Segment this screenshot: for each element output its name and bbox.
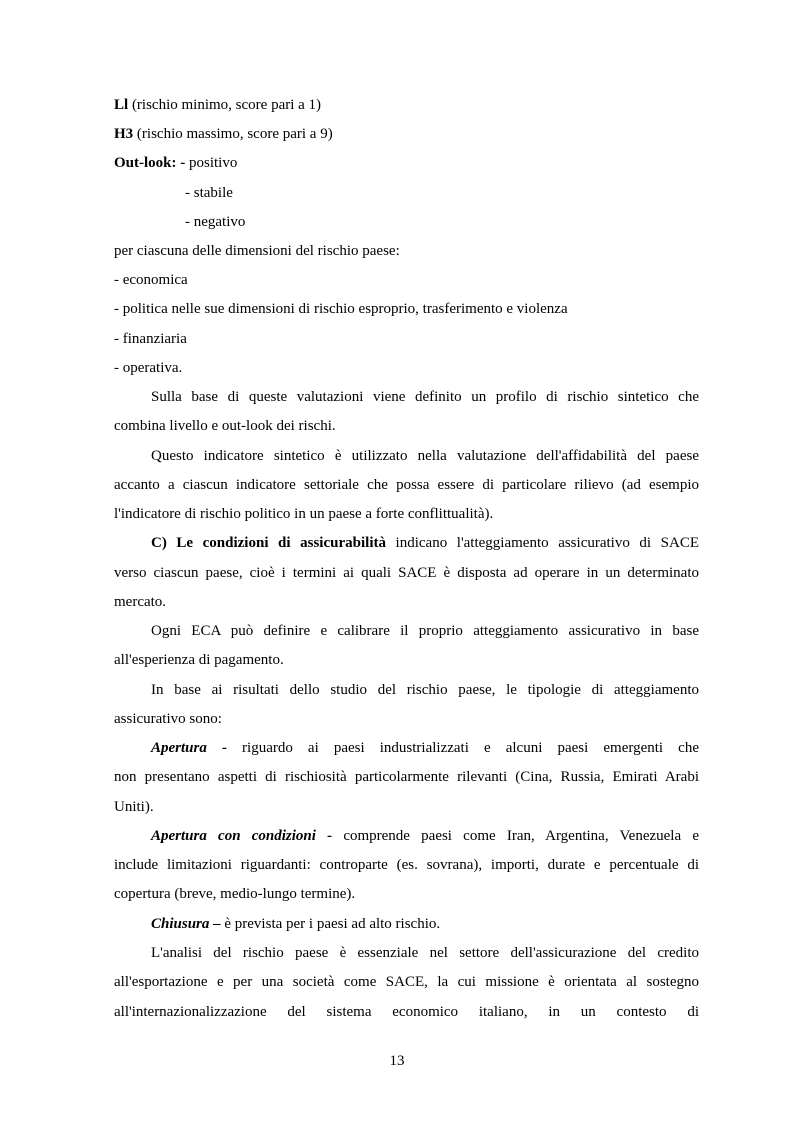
rating-h3-label: H3 [114,126,134,142]
paragraph-line: all'esperienza di pagamento. [114,652,284,668]
paragraph-line: non presentano aspetti di rischiosità particolarmente rilevanti (Cina, Russia, Emirati Arabi [114,769,699,785]
paragraph-line: accanto a ciascun indicatore settoriale che possa essere di particolare rilievo (ad esempio [114,477,699,493]
outlook-item: - stabile [185,185,233,201]
paragraph-line: verso ciascun paese, cioè i termini ai quali SACE è disposta ad operare in un determinato [114,565,699,581]
paragraph-line [151,914,440,934]
outlook-line [114,153,237,173]
dimension-item: - operativa. [114,360,183,376]
paragraph-line [114,826,699,846]
rating-l1-text: (rischio minimo, score pari a 1) [128,97,322,113]
paragraph-line: all'esportazione e per una società come SACE, la cui missione è orientata al sostegno [114,974,699,990]
paragraph-line: assicurativo sono: [114,711,222,727]
paragraph-line: copertura (breve, medio-lungo termine). [114,886,356,902]
paragraph-line: include limitazioni riguardanti: controparte (es. sovrana), importi, durate e percentuale di [114,857,699,873]
paragraph-heading: Apertura - [151,740,227,756]
dimension-item: - politica nelle sue dimensioni di rischio esproprio, trasferimento e violenza [114,301,568,317]
paragraph-line: all'internazionalizzazione del sistema economico italiano, in un contesto di [114,1004,699,1020]
rating-h3-line [114,124,333,144]
paragraph-text: indicano l'atteggiamento assicurativo di SACE [385,535,699,551]
outlook-label: Out-look: - [114,155,186,171]
paragraph-line: L'analisi del rischio paese è essenziale nel settore dell'assicurazione del credito [151,945,699,961]
rating-l1-label: Ll [114,97,129,113]
paragraph-text: riguardo ai paesi industrializzati e alcuni paesi emergenti che [226,740,699,756]
paragraph-line: combina livello e out-look dei rischi. [114,418,336,434]
paragraph-heading: Apertura con condizioni - [151,828,333,844]
paragraph-line: Ogni ECA può definire e calibrare il proprio atteggiamento assicurativo in base [151,623,699,639]
dimension-item: - finanziaria [114,331,187,347]
rating-l1-line [114,95,321,115]
paragraph-line: mercato. [114,594,167,610]
rating-h3-text: (rischio massimo, score pari a 9) [133,126,333,142]
paragraph-heading: C) Le condizioni di assicurabilità [151,535,386,551]
dimensions-intro: per ciascuna delle dimensioni del rischio paese: [114,243,400,259]
dimension-item: - economica [114,272,188,288]
paragraph-text: è prevista per i paesi ad alto rischio. [220,916,441,932]
paragraph-line [114,738,699,758]
paragraph-line: Uniti). [114,799,154,815]
paragraph-heading: Chiusura – [151,916,221,932]
paragraph-line: In base ai risultati dello studio del rischio paese, le tipologie di atteggiamento [151,682,699,698]
paragraph-line [114,533,699,553]
outlook-item: positivo [185,155,238,171]
paragraph-line: Questo indicatore sintetico è utilizzato nella valutazione dell'affidabilità del paese [151,448,699,464]
page-number: 13 [389,1053,405,1069]
outlook-item: - negativo [185,214,246,230]
paragraph-text: comprende paesi come Iran, Argentina, Venezuela e [332,828,699,844]
paragraph-line: l'indicatore di rischio politico in un paese a forte conflittualità). [114,506,494,522]
paragraph-line: Sulla base di queste valutazioni viene definito un profilo di rischio sintetico che [151,389,699,405]
